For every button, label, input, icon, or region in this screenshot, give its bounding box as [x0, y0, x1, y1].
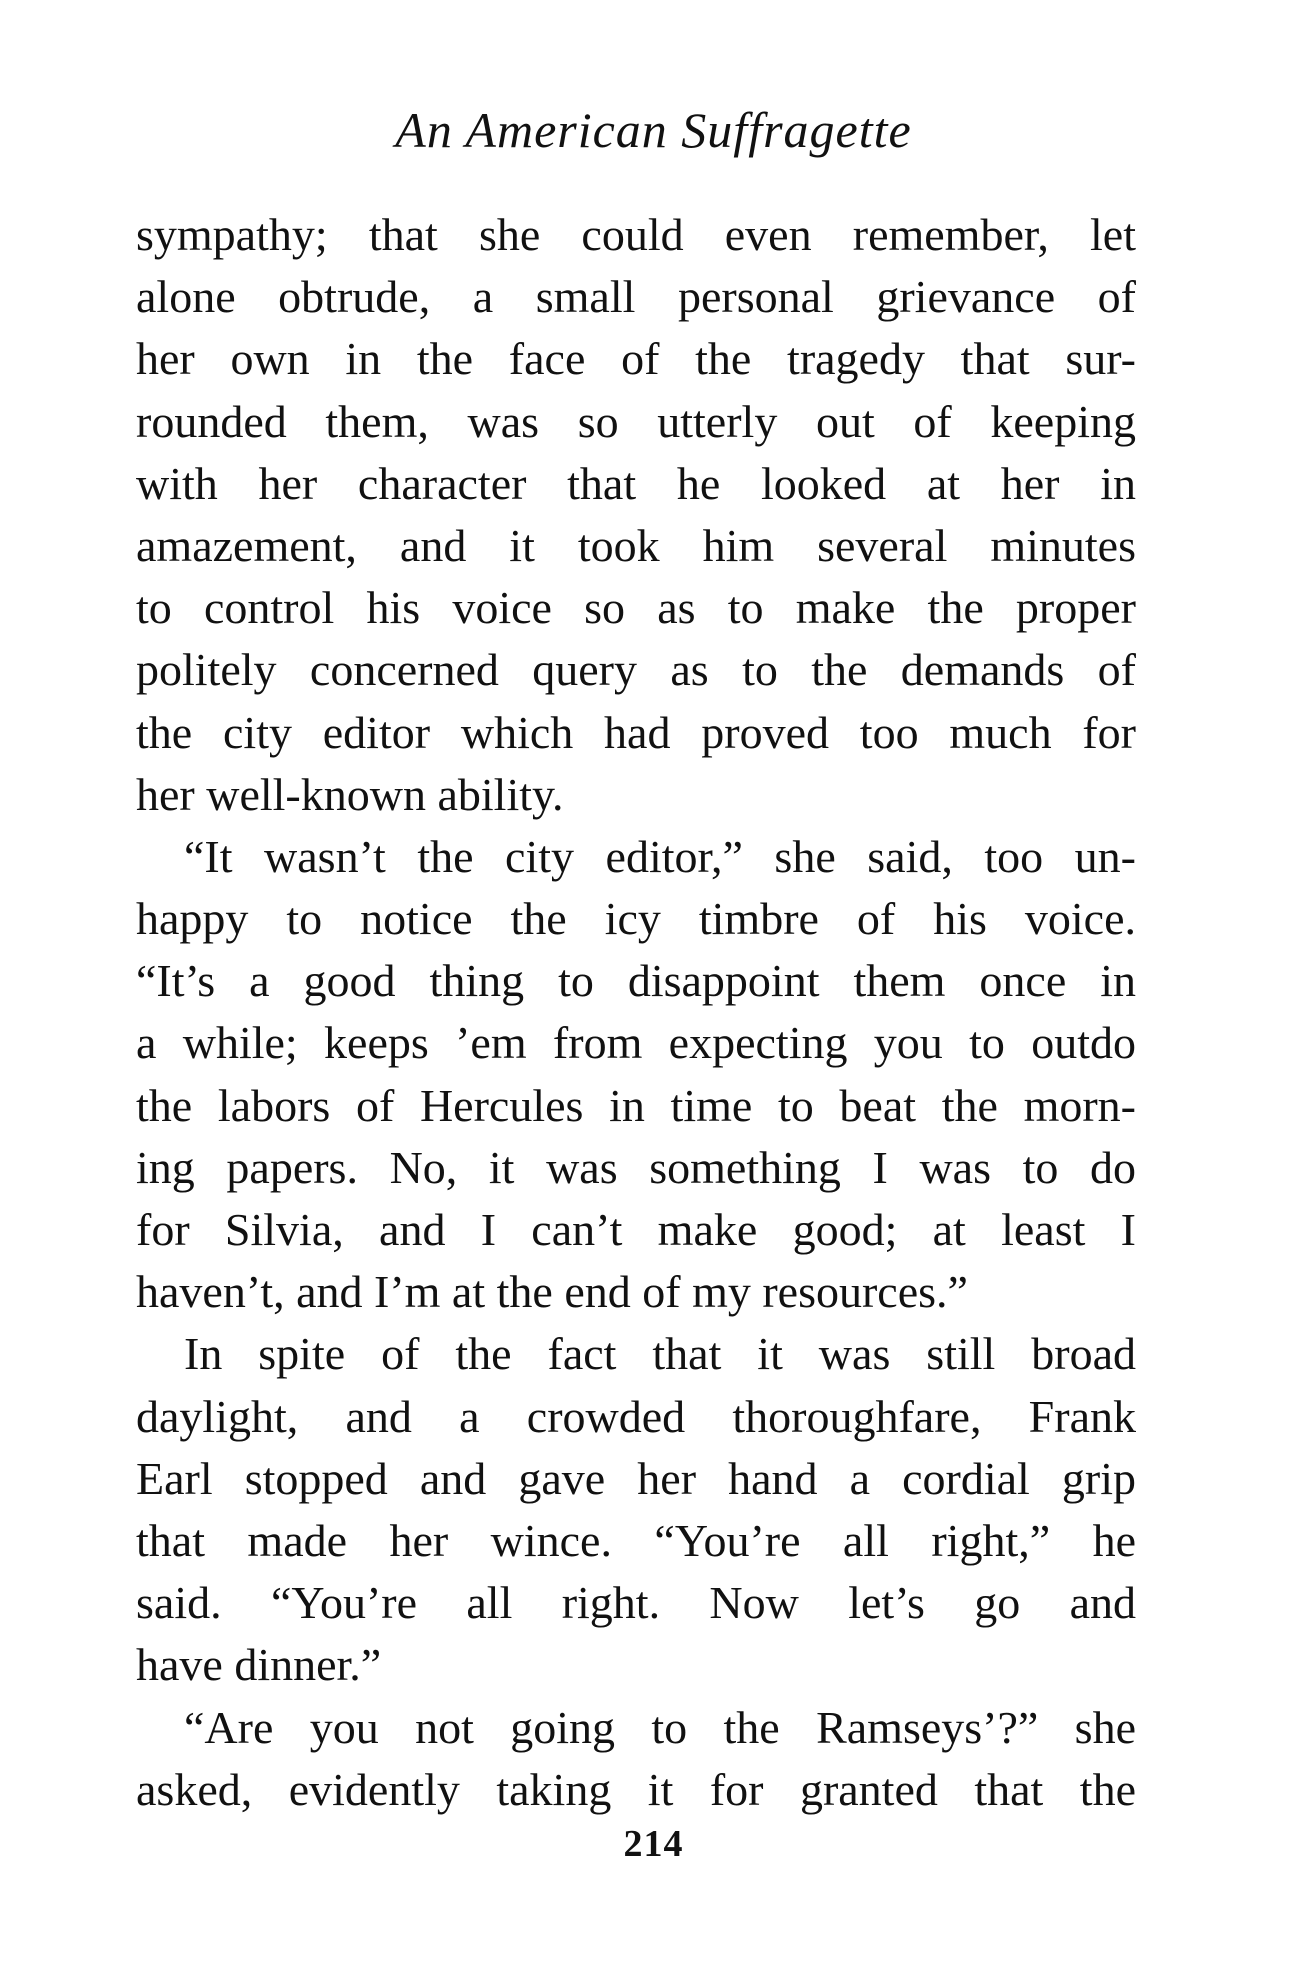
text-line: “It’s a good thing to disappoint them once in	[136, 955, 1136, 1007]
text-line: Earl stopped and gave her hand a cordial grip	[136, 1452, 1136, 1504]
text-line: asked, evidently taking it for granted that the	[136, 1763, 1136, 1815]
text-line: her well-known ability.	[136, 768, 564, 820]
text-line: rounded them, was so utterly out of keeping	[136, 395, 1136, 447]
text-line: In spite of the fact that it was still broad	[184, 1328, 1136, 1380]
text-line: sympathy; that she could even remember, let	[136, 209, 1136, 260]
text-line: a while; keeps ’em from expecting you to outdo	[136, 1017, 1136, 1069]
body-text	[136, 204, 1136, 1821]
page-number: 214	[623, 1823, 684, 1865]
running-head: An American Suffragette	[395, 102, 912, 158]
text-line: that made her wince. “You’re all right,” he	[136, 1514, 1136, 1566]
text-line: ing papers. No, it was something I was to do	[136, 1141, 1136, 1193]
text-line: “It wasn’t the city editor,” she said, too un-	[184, 830, 1136, 882]
text-line: the labors of Hercules in time to beat the morn-	[136, 1079, 1136, 1131]
text-line: happy to notice the icy timbre of his voice.	[136, 893, 1136, 945]
text-line: for Silvia, and I can’t make good; at least I	[136, 1204, 1136, 1255]
text-line: have dinner.”	[136, 1639, 382, 1691]
text-line: politely concerned query as to the demands of	[136, 644, 1136, 696]
text-line: amazement, and it took him several minutes	[136, 519, 1136, 571]
text-line: to control his voice so as to make the proper	[136, 582, 1136, 634]
text-line: the city editor which had proved too much for	[136, 706, 1136, 758]
text-line: with her character that he looked at her in	[136, 457, 1136, 509]
text-line: said. “You’re all right. Now let’s go and	[136, 1577, 1136, 1629]
text-line: daylight, and a crowded thoroughfare, Frank	[136, 1390, 1136, 1442]
text-line: “Are you not going to the Ramseys’?” she	[184, 1701, 1136, 1753]
text-line: alone obtrude, a small personal grievance of	[136, 271, 1136, 323]
text-line: haven’t, and I’m at the end of my resources.”	[136, 1266, 968, 1318]
text-line: her own in the face of the tragedy that sur-	[136, 333, 1136, 385]
